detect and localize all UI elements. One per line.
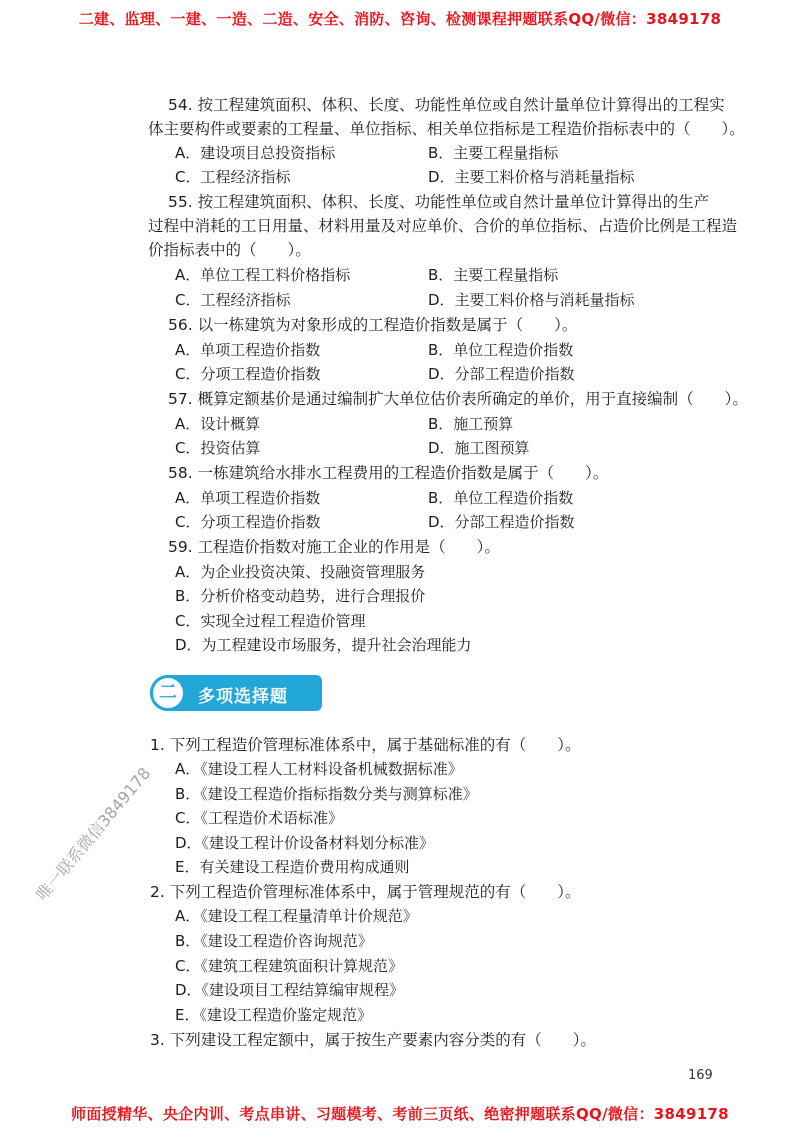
question-55-option-d: D．主要工料价格与消耗量指标 <box>428 291 635 309</box>
multi-question-1-option-c: C．《工程造价术语标准》 <box>175 809 343 827</box>
question-54-option-b: B．主要工程量指标 <box>428 144 559 162</box>
question-54-line-2: 体主要构件或要素的工程量、单位指标、相关单位指标是工程造价指标表中的（ ）。 <box>148 120 745 138</box>
question-55-line-1: 55. 按工程建筑面积、体积、长度、功能性单位或自然计量单位计算得出的生产 <box>168 193 710 211</box>
question-56-option-b: B．单位工程造价指数 <box>428 341 574 359</box>
question-57-option-b: B．施工预算 <box>428 415 514 433</box>
page-number: 169 <box>688 1068 713 1083</box>
question-55-option-b: B．主要工程量指标 <box>428 266 559 284</box>
multi-question-1-line-1: 1. 下列工程造价管理标准体系中，属于基础标准的有（ ）。 <box>150 736 581 754</box>
question-59-option-c: C．实现全过程工程造价管理 <box>175 612 366 630</box>
question-57-option-d: D．施工图预算 <box>428 439 530 457</box>
question-57-option-a: A．设计概算 <box>175 415 261 433</box>
section-number: 二 <box>150 675 186 711</box>
question-55-option-a: A．单位工程工料价格指标 <box>175 266 351 284</box>
question-59-option-b: B．分析价格变动趋势，进行合理报价 <box>175 587 426 605</box>
multi-question-1-option-d: D．《建设工程计价设备材料划分标准》 <box>175 834 435 852</box>
multi-question-2-option-e: E．《建设工程造价鉴定规范》 <box>175 1006 372 1024</box>
multi-question-1-option-e: E．有关建设工程造价费用构成通则 <box>175 858 410 876</box>
question-59-line-1: 59. 工程造价指数对施工企业的作用是（ ）。 <box>168 538 500 556</box>
section-title: 多项选择题 <box>198 687 288 707</box>
multi-question-2-option-a: A．《建设工程工程量清单计价规范》 <box>175 907 418 925</box>
question-54-line-1: 54. 按工程建筑面积、体积、长度、功能性单位或自然计量单位计算得出的工程实 <box>168 96 725 114</box>
question-59-option-a: A．为企业投资决策、投融资管理服务 <box>175 563 426 581</box>
question-58-option-a: A．单项工程造价指数 <box>175 489 321 507</box>
question-56-line-1: 56. 以一栋建筑为对象形成的工程造价指数是属于（ ）。 <box>168 316 578 334</box>
question-57-line-1: 57. 概算定额基价是通过编制扩大单位估价表所确定的单价，用于直接编制（ ）。 <box>168 390 748 408</box>
multi-question-2-option-c: C．《建筑工程建筑面积计算规范》 <box>175 957 403 975</box>
question-55-option-c: C．工程经济指标 <box>175 291 291 309</box>
question-55-line-3: 价指标表中的（ ）。 <box>148 241 311 259</box>
banner-top: 二建、监理、一建、一造、二造、安全、消防、咨询、检测课程押题联系QQ/微信：3849178 <box>78 10 722 28</box>
question-54-option-c: C．工程经济指标 <box>175 168 291 186</box>
question-54-option-a: A．建设项目总投资指标 <box>175 144 336 162</box>
question-55-line-2: 过程中消耗的工日用量、材料用量及对应单价、合价的单位指标、占造价比例是工程造 <box>148 217 738 235</box>
banner-bottom: 师面授精华、央企内训、考点串讲、习题模考、考前三页纸、绝密押题联系QQ/微信：3849178 <box>71 1105 729 1123</box>
multi-question-2-option-d: D．《建设项目工程结算编审规程》 <box>175 981 405 999</box>
question-58-line-1: 58. 一栋建筑给水排水工程费用的工程造价指数是属于（ ）。 <box>168 464 609 482</box>
question-59-option-d: D．为工程建设市场服务，提升社会治理能力 <box>175 636 472 654</box>
question-56-option-c: C．分项工程造价指数 <box>175 365 321 383</box>
multi-question-3-line-1: 3. 下列建设工程定额中，属于按生产要素内容分类的有（ ）。 <box>150 1031 596 1049</box>
question-57-option-c: C．投资估算 <box>175 439 261 457</box>
question-56-option-d: D．分部工程造价指数 <box>428 365 575 383</box>
multi-question-1-option-a: A．《建设工程人工材料设备机械数据标准》 <box>175 760 463 778</box>
question-58-option-c: C．分项工程造价指数 <box>175 513 321 531</box>
question-58-option-b: B．单位工程造价指数 <box>428 489 574 507</box>
multi-question-1-option-b: B．《建设工程造价指标指数分类与测算标准》 <box>175 785 478 803</box>
multi-question-2-option-b: B．《建设工程造价咨询规范》 <box>175 932 373 950</box>
question-54-option-d: D．主要工料价格与消耗量指标 <box>428 168 635 186</box>
question-56-option-a: A．单项工程造价指数 <box>175 341 321 359</box>
multi-question-2-line-1: 2. 下列工程造价管理标准体系中，属于管理规范的有（ ）。 <box>150 883 581 901</box>
question-58-option-d: D．分部工程造价指数 <box>428 513 575 531</box>
watermark-text: 唯一联系微信3849178 <box>32 763 155 905</box>
section-banner <box>150 675 322 711</box>
